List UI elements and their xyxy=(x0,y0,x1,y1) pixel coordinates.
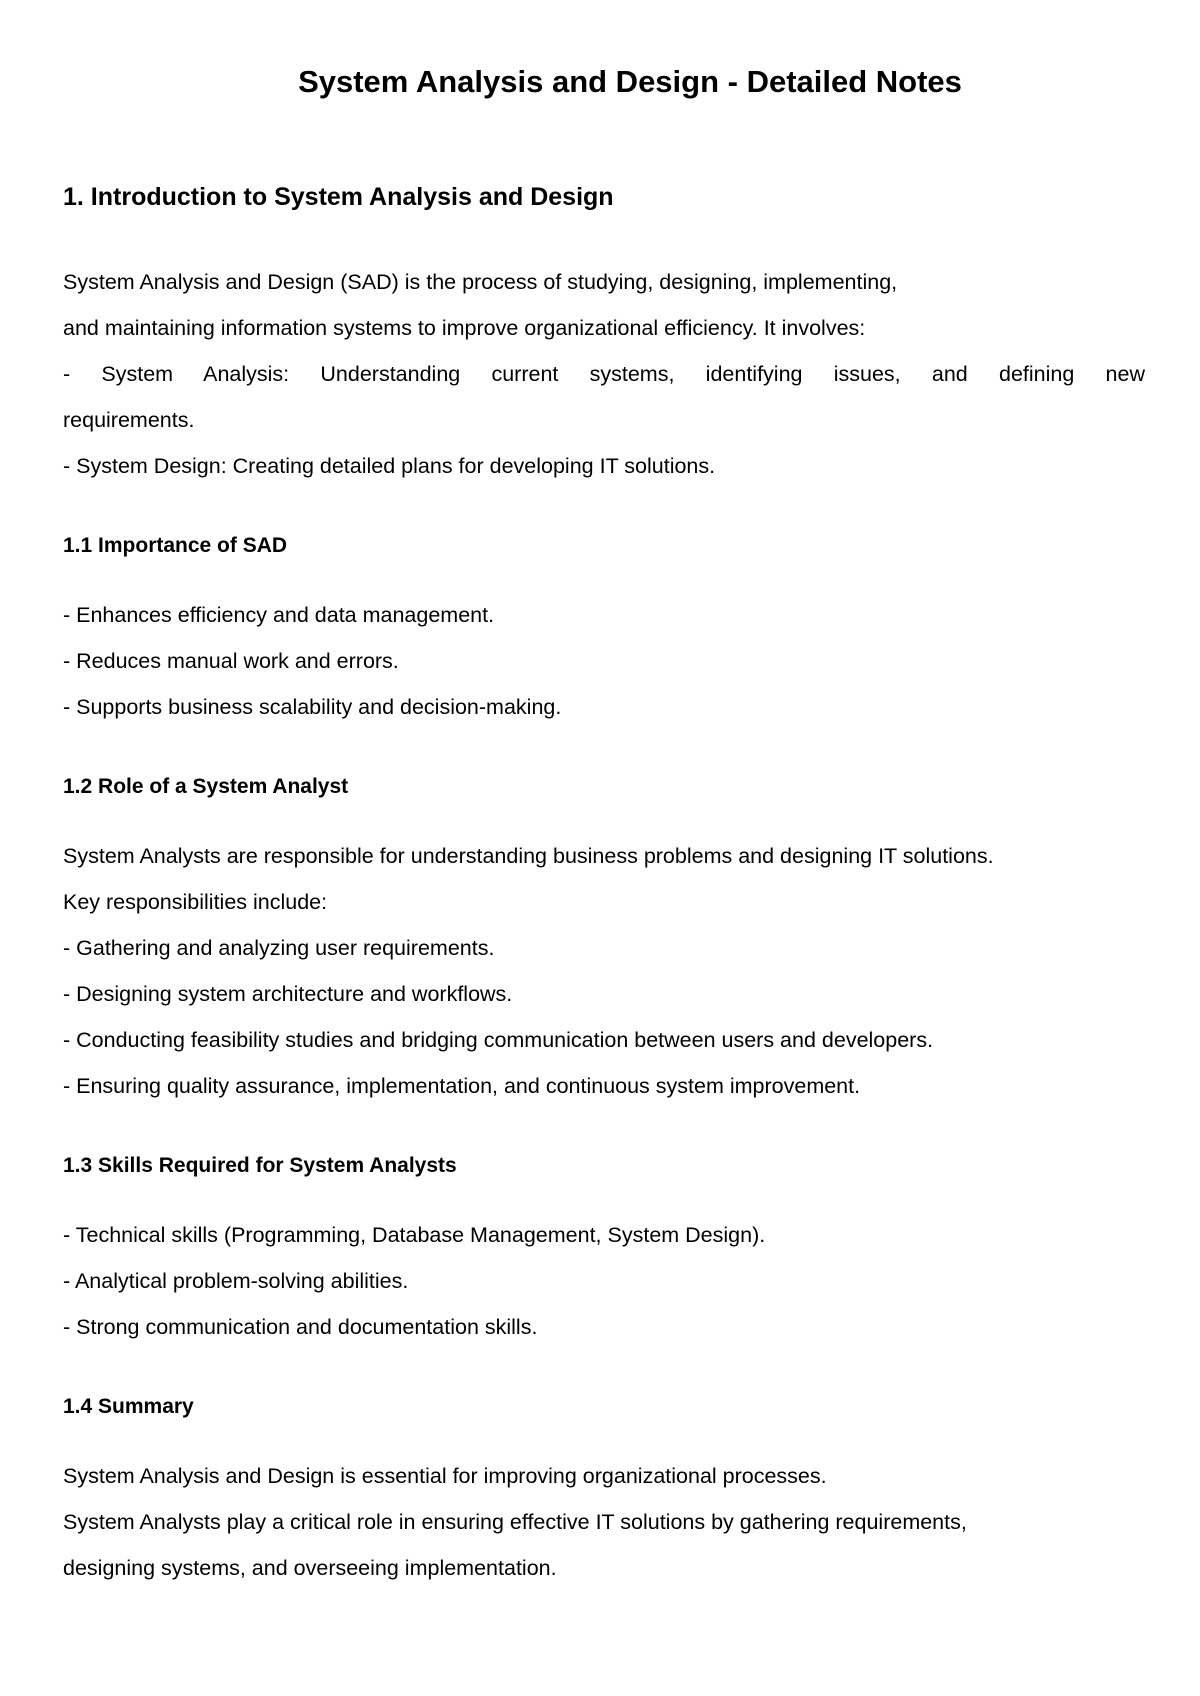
document-title: System Analysis and Design - Detailed Notes xyxy=(298,64,962,99)
role-line-6: - Ensuring quality assurance, implementation, and continuous system improvement. xyxy=(63,1074,861,1098)
skills-item-1: - Technical skills (Programming, Database Management, System Design). xyxy=(63,1223,766,1247)
role-line-4: - Designing system architecture and workflows. xyxy=(63,982,513,1006)
importance-item-3: - Supports business scalability and decision-making. xyxy=(63,695,562,719)
intro-line-5: - System Design: Creating detailed plans for developing IT solutions. xyxy=(63,454,716,478)
intro-line-2: and maintaining information systems to improve organizational efficiency. It involves: xyxy=(63,316,866,340)
summary-line-3: designing systems, and overseeing implementation. xyxy=(63,1556,557,1580)
section-1-heading: 1. Introduction to System Analysis and Design xyxy=(63,183,614,211)
importance-heading: 1.1 Importance of SAD xyxy=(63,534,288,557)
intro-line-3: - System Analysis: Understanding current systems, identifying issues, and defining new xyxy=(63,362,1145,386)
role-heading: 1.2 Role of a System Analyst xyxy=(63,775,349,798)
role-line-3: - Gathering and analyzing user requirements. xyxy=(63,936,495,960)
role-line-2: Key responsibilities include: xyxy=(63,890,328,914)
intro-line-4: requirements. xyxy=(63,408,195,432)
skills-item-3: - Strong communication and documentation skills. xyxy=(63,1315,538,1339)
importance-item-2: - Reduces manual work and errors. xyxy=(63,649,399,673)
role-line-5: - Conducting feasibility studies and bridging communication between users and developers. xyxy=(63,1028,934,1052)
summary-heading: 1.4 Summary xyxy=(63,1395,194,1418)
intro-line-1: System Analysis and Design (SAD) is the process of studying, designing, implementing, xyxy=(63,270,898,294)
role-line-1: System Analysts are responsible for understanding business problems and designing IT solutions. xyxy=(63,844,994,868)
skills-heading: 1.3 Skills Required for System Analysts xyxy=(63,1154,457,1177)
skills-item-2: - Analytical problem-solving abilities. xyxy=(63,1269,409,1293)
summary-line-2: System Analysts play a critical role in ensuring effective IT solutions by gathering requirements, xyxy=(63,1510,967,1534)
importance-item-1: - Enhances efficiency and data management. xyxy=(63,603,495,627)
summary-line-1: System Analysis and Design is essential for improving organizational processes. xyxy=(63,1464,827,1488)
